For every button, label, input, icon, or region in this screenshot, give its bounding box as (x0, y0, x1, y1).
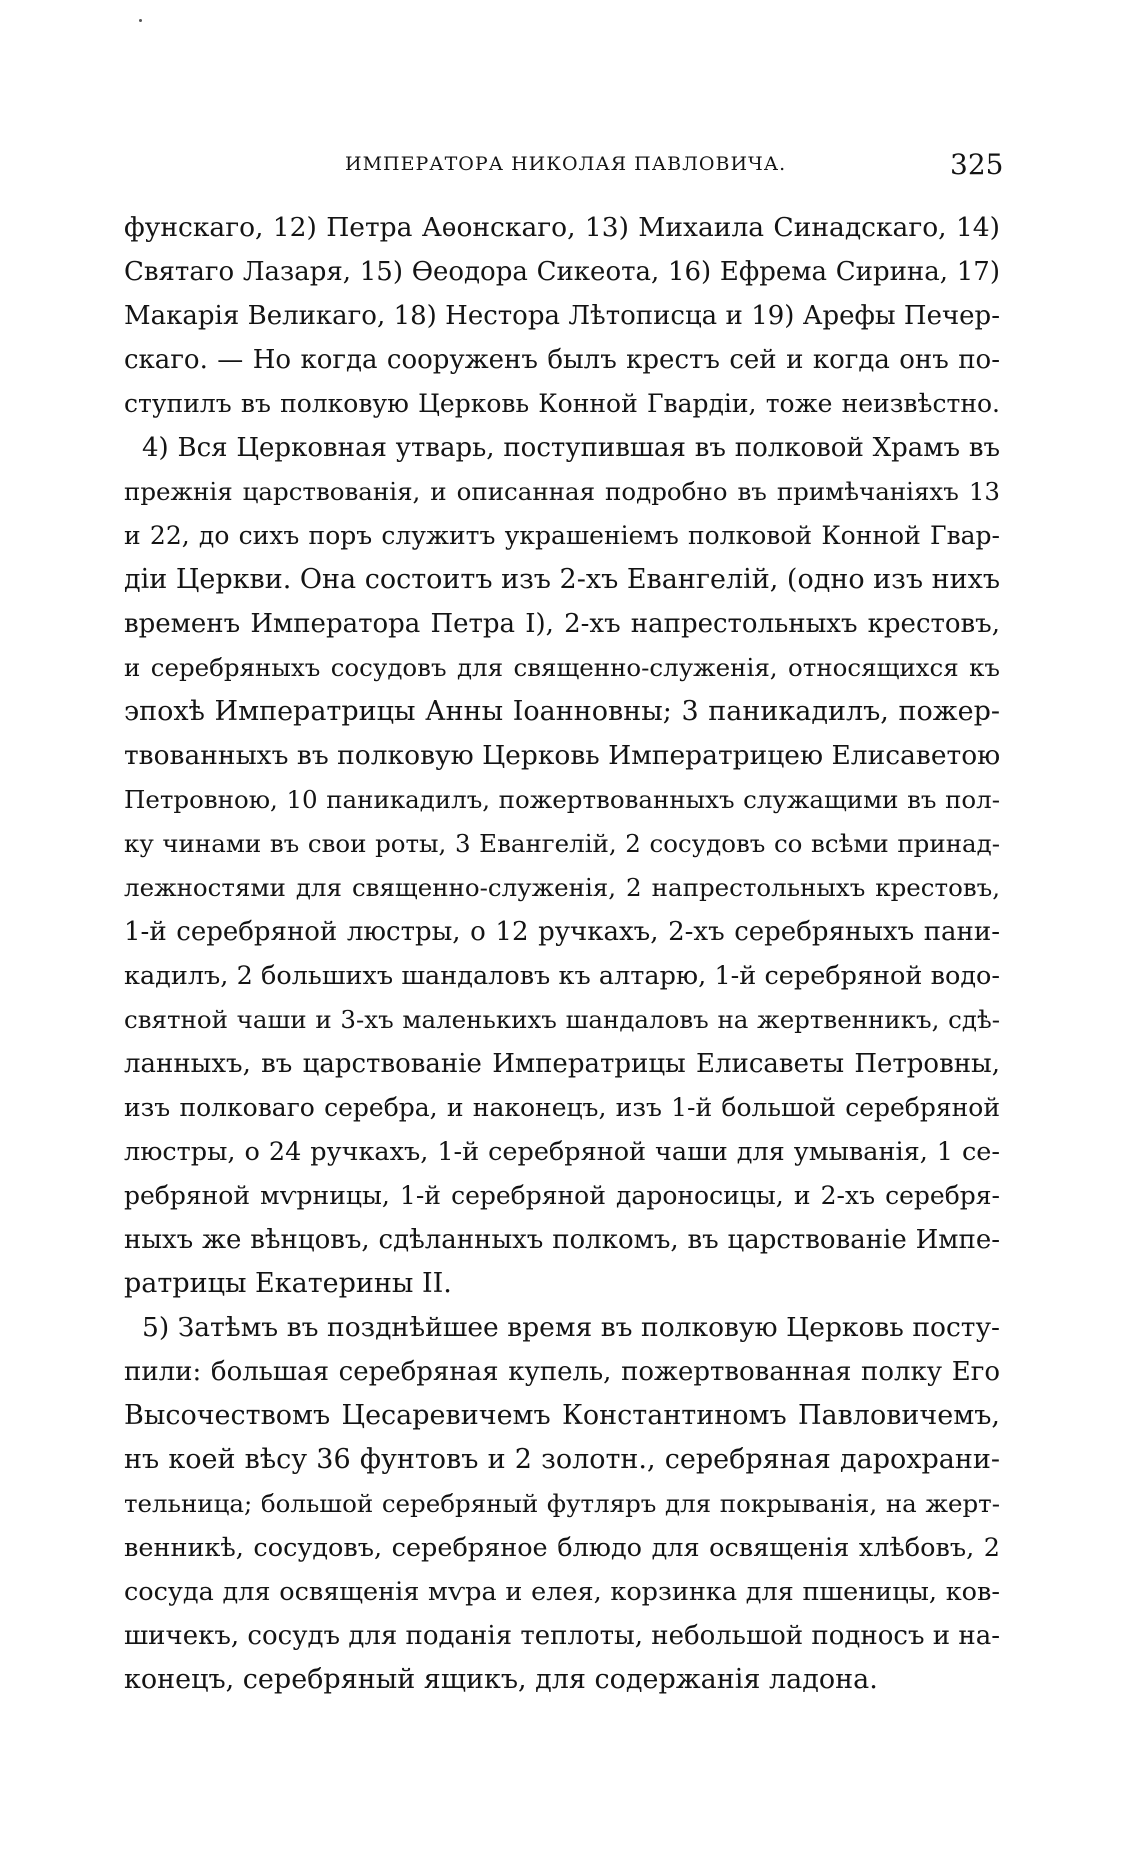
text-line: святной чаши и 3-хъ маленькихъ шандаловъ на жертвенникъ, сдѣ- (124, 1005, 1000, 1034)
page-number: 325 (950, 148, 1004, 181)
text-line: эпохѣ Императрицы Анны Іоанновны; 3 паникадилъ, пожер- (124, 696, 1000, 727)
text-line: 1-й серебряной люстры, о 12 ручкахъ, 2-хъ серебряныхъ пани- (124, 917, 1000, 947)
text-line: конецъ, серебряный ящикъ, для содержанія ладона. (124, 1664, 878, 1695)
text-line: и серебряныхъ сосудовъ для священно-служенія, относящихся къ (124, 653, 1000, 682)
text-line: венникѣ, сосудовъ, серебряное блюдо для освященія хлѣбовъ, 2 (124, 1533, 1000, 1563)
text-line: шичекъ, сосудъ для поданія теплоты, небольшой подносъ и на- (124, 1621, 1000, 1651)
text-line: Святаго Лазаря, 15) Ѳеодора Сикеота, 16) Ефрема Сирина, 17) (124, 257, 1000, 287)
text-line: фунскаго, 12) Петра Аѳонскаго, 13) Михаила Синадскаго, 14) (124, 212, 1000, 243)
text-line: изъ полковаго серебра, и наконецъ, изъ 1-й большой серебряной (124, 1093, 1000, 1122)
text-line: сосуда для освященія мѵра и елея, корзинка для пшеницы, ков- (124, 1577, 1000, 1607)
text-line: нъ коей вѣсу 36 фунтовъ и 2 золотн., серебряная дарохрани- (124, 1444, 1000, 1475)
text-line: ступилъ въ полковую Церковь Конной Гвардіи, тоже неизвѣстно. (124, 389, 1000, 418)
text-line: ку чинами въ свои роты, 3 Евангелій, 2 сосудовъ со всѣми принад- (124, 829, 1000, 858)
text-line: временъ Императора Петра I), 2-хъ напрестольныхъ крестовъ, (124, 609, 1000, 639)
text-line: скаго. — Но когда сооруженъ былъ крестъ сей и когда онъ по- (124, 345, 1000, 375)
page-speck (139, 19, 142, 22)
text-line: и 22, до сихъ поръ служитъ украшеніемъ полковой Конной Гвар- (124, 521, 1000, 550)
running-title: ИМПЕРАТОРА НИКОЛАЯ ПАВЛОВИЧА. (345, 153, 787, 175)
text-line: ратрицы Екатерины II. (124, 1268, 452, 1299)
text-line: ланныхъ, въ царствованіе Императрицы Елисаветы Петровны, (124, 1049, 1000, 1079)
text-line: 4) Вся Церковная утварь, поступившая въ полковой Храмъ въ (142, 433, 1000, 463)
text-line: 5) Затѣмъ въ позднѣйшее время въ полковую Церковь посту- (142, 1312, 1000, 1343)
text-line: Петровною, 10 паникадилъ, пожертвованныхъ служащими въ пол- (124, 785, 1000, 814)
text-line: кадилъ, 2 большихъ шандаловъ къ алтарю, 1-й серебряной водо- (124, 961, 1000, 991)
text-line: лежностями для священно-служенія, 2 напрестольныхъ крестовъ, (124, 873, 1000, 902)
text-line: люстры, о 24 ручкахъ, 1-й серебряной чаши для умыванія, 1 се- (124, 1137, 1000, 1167)
text-line: твованныхъ въ полковую Церковь Императрицею Елисаветою (124, 740, 1001, 771)
text-line: тельница; большой серебряный футляръ для покрыванія, на жерт- (124, 1489, 1000, 1518)
text-line: Макарія Великаго, 18) Нестора Лѣтописца и 19) Арефы Печер- (124, 301, 1000, 331)
text-line: ребряной мѵрницы, 1-й серебряной дароносицы, и 2-хъ серебря- (124, 1181, 1000, 1210)
text-line: ныхъ же вѣнцовъ, сдѣланныхъ полкомъ, въ царствованіе Импе- (124, 1225, 1000, 1255)
text-line: діи Церкви. Она состоитъ изъ 2-хъ Евангелій, (одно изъ нихъ (124, 564, 1001, 595)
text-line: пили: большая серебряная купель, пожертвованная полку Его (124, 1357, 1000, 1387)
text-line: прежнія царствованія, и описанная подробно въ примѣчаніяхъ 13 (124, 477, 1000, 506)
text-line: Высочествомъ Цесаревичемъ Константиномъ Павловичемъ, (124, 1400, 1000, 1431)
